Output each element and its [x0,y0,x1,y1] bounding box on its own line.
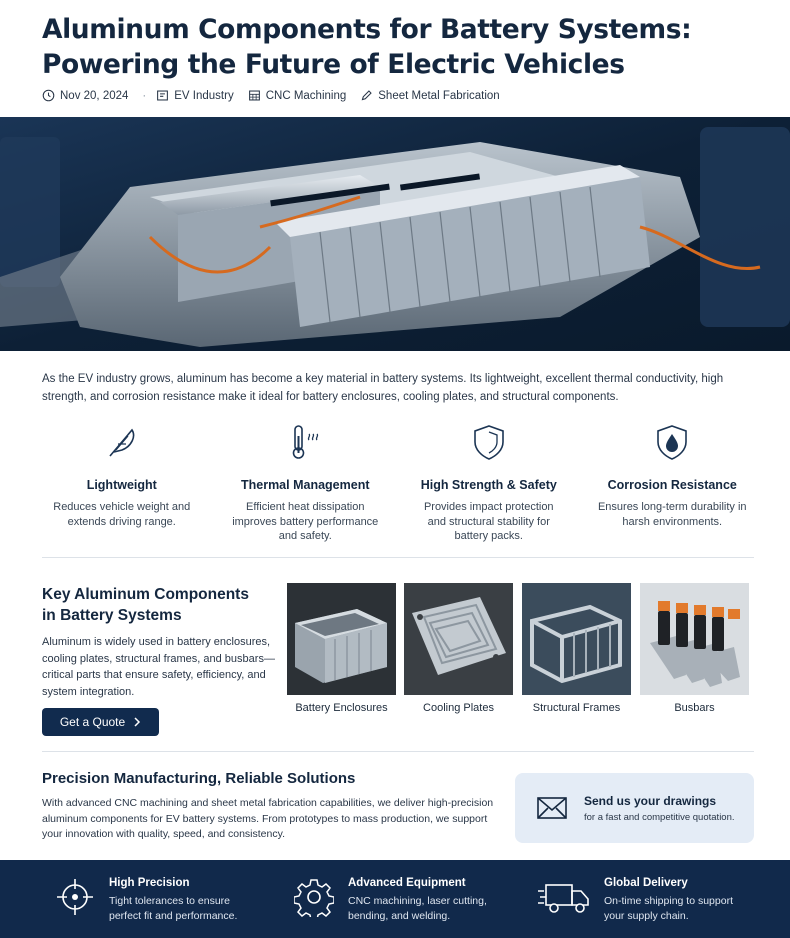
envelope-icon [537,796,567,820]
article-meta [42,89,514,102]
meta-tag-ev-industry[interactable] [156,89,233,102]
highlight-desc-line1: Tight tolerances to ensure [109,895,231,907]
feature-high-strength [397,420,581,544]
highlights-bar [0,860,790,938]
component-caption: Battery Enclosures [295,702,388,714]
pencil-icon [360,89,373,102]
component-caption: Structural Frames [532,702,621,714]
component-cooling-plates[interactable] [404,583,513,714]
feature-thermal-management [214,420,398,544]
send-drawings-cta[interactable] [515,773,754,843]
hero-image-battery-pack [0,117,790,351]
component-battery-enclosures[interactable] [287,583,396,714]
key-components-title [42,584,282,626]
feature-title: High Strength & Safety [420,478,557,492]
highlight-global-delivery [538,877,733,923]
meta-date-text: Nov 20, 2024 [60,89,129,102]
thermometer-icon [285,422,325,462]
meta-tag-sheet-metal[interactable] [360,89,499,102]
feature-desc: Ensures long-term durability in harsh environments. [597,501,747,528]
feature-title: Corrosion Resistance [607,478,737,492]
meta-tag-label: CNC Machining [265,89,347,102]
feature-desc: Efficient heat dissipation improves battery performance and safety. [232,501,379,542]
busbar-image [640,583,749,695]
key-components-description: Aluminum is widely used in battery enclosures, cooling plates, structural frames, and busbars—critical parts that ensure safety, efficiency, and system integration. [42,636,275,698]
shield-droplet-icon [652,422,692,462]
divider [42,557,754,558]
component-caption: Busbars [674,702,715,714]
feature-corrosion-resistance [581,420,765,544]
article-title-line1: Aluminum Components for Battery Systems: [42,14,692,45]
feature-list [30,420,764,544]
meta-tag-label: EV Industry [174,89,234,102]
car-doc-icon [156,89,169,102]
highlight-title: Advanced Equipment [348,877,466,889]
highlight-title: High Precision [109,877,190,889]
meta-separator: · [142,89,147,102]
highlight-desc-line1: CNC machining, laser cutting, [348,895,487,907]
highlight-advanced-equipment [294,877,487,923]
article-title [42,12,691,82]
key-components-title-line1: Key Aluminum Components [42,586,249,603]
cta-title: Send us your drawings [584,793,717,808]
feature-desc: Reduces vehicle weight and extends driving range. [53,501,191,528]
component-caption: Cooling Plates [423,702,494,714]
meta-tag-label: Sheet Metal Fabrication [378,89,500,102]
key-components-title-line2: in Battery Systems [42,607,182,624]
highlight-high-precision [55,877,237,923]
clock-icon [42,89,55,102]
get-a-quote-label: Get a Quote [59,715,126,729]
meta-date [42,89,128,102]
get-a-quote-button[interactable] [42,708,159,736]
highlight-title: Global Delivery [604,877,688,889]
feather-icon [102,422,142,462]
chevron-right-icon [133,717,141,727]
highlight-desc-line1: On-time shipping to support [604,895,733,907]
highlight-desc-line2: bending, and welding. [348,909,451,922]
highlight-desc-line2: your supply chain. [604,909,689,922]
manufacturing-title: Precision Manufacturing, Reliable Solutions [42,770,356,787]
cta-subtitle: for a fast and competitive quotation. [584,811,735,823]
manufacturing-description: With advanced CNC machining and sheet metal fabrication capabilities, we deliver high-precision aluminum components for EV battery systems. From prototypes to mass production, we support your innovation with quality, speed, and consistency. [42,797,494,840]
article-title-line2: Powering the Future of Electric Vehicles [42,49,625,80]
crosshair-icon [55,877,95,917]
shield-icon [469,422,509,462]
battery-enclosure-image [287,583,396,695]
highlight-desc-line2: perfect fit and performance. [109,909,238,922]
component-busbars[interactable] [640,583,749,714]
structural-frame-image [522,583,631,695]
divider [42,751,754,752]
meta-tag-cnc-machining[interactable] [248,89,347,102]
feature-lightweight [30,420,214,544]
intro-paragraph: As the EV industry grows, aluminum has become a key material in battery systems. Its lightweight, excellent thermal conductivity, high strength, and corrosion resistance make it ideal for battery enclosures, cooling plates, and structural components. [42,373,724,403]
component-structural-frames[interactable] [522,583,631,714]
feature-desc: Provides impact protection and structural stability for battery packs. [423,501,554,542]
feature-title: Lightweight [86,478,157,492]
cooling-plate-image [404,583,513,695]
gear-icon [294,877,334,917]
grid-icon [248,89,261,102]
feature-title: Thermal Management [240,478,370,492]
truck-icon [538,877,590,917]
